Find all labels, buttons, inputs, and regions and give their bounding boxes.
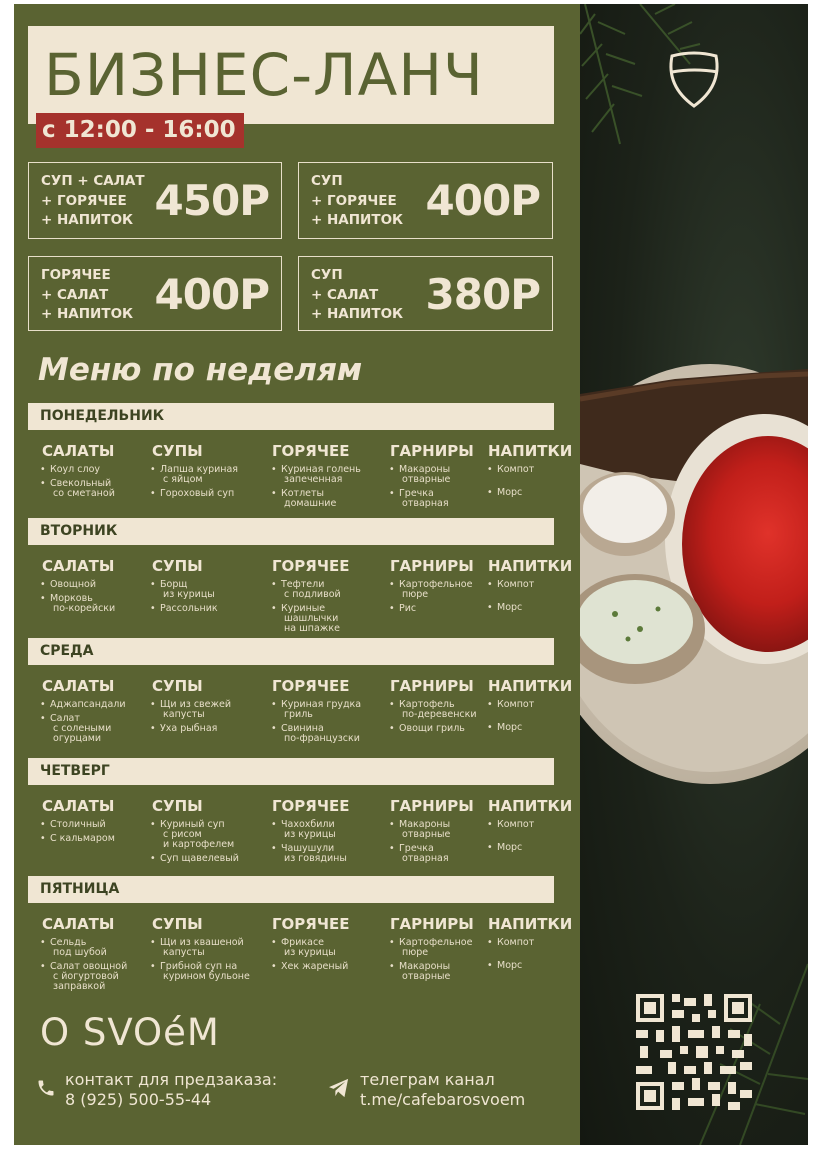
category-label: СУПЫ xyxy=(152,797,203,815)
bullet-icon: • xyxy=(40,713,46,724)
menu-item-text: Аджапсандали xyxy=(50,699,126,710)
bullet-icon: • xyxy=(389,603,395,614)
bullet-icon: • xyxy=(487,960,493,971)
page-title: БИЗНЕС-ЛАНЧ xyxy=(44,41,484,109)
category-label: ГАРНИРЫ xyxy=(390,915,474,933)
day-name: ПЯТНИЦА xyxy=(40,881,120,897)
bullet-icon: • xyxy=(40,937,46,948)
menu-item-text: Макароны отварные xyxy=(399,464,451,485)
menu-item-text: Куриные шашлычки на шпажке xyxy=(281,603,340,634)
menu-item-text: Морковь по-корейски xyxy=(50,593,116,614)
bullet-icon: • xyxy=(389,937,395,948)
day-name: СРЕДА xyxy=(40,643,94,659)
combo-price: 450Р xyxy=(154,176,269,225)
bullet-icon: • xyxy=(487,579,493,590)
category-label: ГОРЯЧЕЕ xyxy=(272,442,350,460)
time-badge: с 12:00 - 16:00 xyxy=(36,113,244,148)
bullet-icon: • xyxy=(40,819,46,830)
menu-item-text: С кальмаром xyxy=(50,833,115,844)
bullet-icon: • xyxy=(271,464,277,475)
bullet-icon: • xyxy=(271,843,277,854)
telegram-icon xyxy=(328,1078,350,1098)
combo-items: СУП + ГОРЯЧЕЕ + НАПИТОК xyxy=(311,173,404,228)
menu-item-text: Чашушули из говядины xyxy=(281,843,347,864)
bullet-icon: • xyxy=(487,842,493,853)
menu-item-text: Сельдь под шубой xyxy=(50,937,107,958)
menu-item-text: Макароны отварные xyxy=(399,961,451,982)
menu-item-text: Компот xyxy=(497,937,535,948)
category-label: НАПИТКИ xyxy=(488,442,573,460)
bullet-icon: • xyxy=(150,603,156,614)
category-label: ГАРНИРЫ xyxy=(390,677,474,695)
menu-item-text: Суп щавелевый xyxy=(160,853,239,864)
menu-item-text: Картофельное пюре xyxy=(399,579,473,600)
menu-item-text: Морс xyxy=(497,602,523,613)
category-label: САЛАТЫ xyxy=(42,797,115,815)
bullet-icon: • xyxy=(40,593,46,604)
bullet-icon: • xyxy=(271,699,277,710)
day-header xyxy=(28,518,554,545)
bullet-icon: • xyxy=(150,853,156,864)
menu-item-text: Тефтели с подливой xyxy=(281,579,341,600)
category-label: ГАРНИРЫ xyxy=(390,797,474,815)
menu-item-text: Овощной xyxy=(50,579,97,590)
telegram-link[interactable]: t.me/cafebarosvoem xyxy=(360,1090,526,1109)
bullet-icon: • xyxy=(40,579,46,590)
bullet-icon: • xyxy=(389,699,395,710)
menu-item-text: Салат с солеными огурцами xyxy=(50,713,112,744)
bullet-icon: • xyxy=(271,723,277,734)
menu-item-text: Гречка отварная xyxy=(399,488,449,509)
category-label: ГОРЯЧЕЕ xyxy=(272,797,350,815)
category-label: НАПИТКИ xyxy=(488,557,573,575)
day-header xyxy=(28,403,554,430)
menu-item-text: Уха рыбная xyxy=(160,723,218,734)
bullet-icon: • xyxy=(150,488,156,499)
category-label: ГОРЯЧЕЕ xyxy=(272,677,350,695)
combo-box xyxy=(28,256,282,331)
bullet-icon: • xyxy=(487,937,493,948)
brand-logo: O SVOéM xyxy=(40,1011,220,1054)
category-label: САЛАТЫ xyxy=(42,442,115,460)
menu-item-text: Щи из свежей капусты xyxy=(160,699,232,720)
bullet-icon: • xyxy=(389,843,395,854)
category-label: НАПИТКИ xyxy=(488,797,573,815)
glass-logo-icon xyxy=(664,46,724,112)
menu-item-text: Чахохбили из курицы xyxy=(281,819,336,840)
bullet-icon: • xyxy=(271,819,277,830)
combo-price: 400Р xyxy=(154,270,269,319)
bullet-icon: • xyxy=(150,937,156,948)
category-label: ГОРЯЧЕЕ xyxy=(272,557,350,575)
menu-item-text: Свекольный со сметаной xyxy=(50,478,115,499)
menu-item-text: Морс xyxy=(497,722,523,733)
category-label: ГАРНИРЫ xyxy=(390,557,474,575)
bullet-icon: • xyxy=(150,699,156,710)
combo-box xyxy=(298,162,553,239)
bullet-icon: • xyxy=(150,961,156,972)
menu-item-text: Морс xyxy=(497,842,523,853)
menu-item-text: Морс xyxy=(497,487,523,498)
category-label: ГАРНИРЫ xyxy=(390,442,474,460)
bullet-icon: • xyxy=(487,602,493,613)
menu-item-text: Лапша куриная с яйцом xyxy=(160,464,239,485)
combo-items: СУП + САЛАТ + НАПИТОК xyxy=(311,267,404,322)
bullet-icon: • xyxy=(487,464,493,475)
weekly-menu-title: Меню по неделям xyxy=(38,352,363,388)
combo-box xyxy=(298,256,553,331)
bullet-icon: • xyxy=(150,579,156,590)
contact-label: контакт для предзаказа: xyxy=(65,1070,278,1089)
category-label: САЛАТЫ xyxy=(42,557,115,575)
menu-item-text: Компот xyxy=(497,464,535,475)
menu-item-text: Овощи гриль xyxy=(399,723,465,734)
bullet-icon: • xyxy=(271,488,277,499)
menu-item-text: Компот xyxy=(497,819,535,830)
day-header xyxy=(28,758,554,785)
combo-price: 400Р xyxy=(425,176,540,225)
bullet-icon: • xyxy=(40,478,46,489)
bullet-icon: • xyxy=(389,723,395,734)
telegram-label: телеграм канал xyxy=(360,1070,495,1089)
food-illustration xyxy=(580,4,808,1145)
category-label: САЛАТЫ xyxy=(42,915,115,933)
menu-item-text: Куриная голень запеченная xyxy=(281,464,361,485)
day-header xyxy=(28,638,554,665)
menu-item-text: Макароны отварные xyxy=(399,819,451,840)
bullet-icon: • xyxy=(40,464,46,475)
bullet-icon: • xyxy=(40,833,46,844)
bullet-icon: • xyxy=(150,723,156,734)
bullet-icon: • xyxy=(487,819,493,830)
bullet-icon: • xyxy=(271,579,277,590)
menu-item-text: Гороховый суп xyxy=(160,488,235,499)
bullet-icon: • xyxy=(389,579,395,590)
category-label: СУПЫ xyxy=(152,442,203,460)
bullet-icon: • xyxy=(389,819,395,830)
menu-item-text: Хек жареный xyxy=(281,961,349,972)
menu-item-text: Куриная грудка гриль xyxy=(281,699,362,720)
menu-item-text: Рис xyxy=(399,603,417,614)
menu-item-text: Компот xyxy=(497,579,535,590)
menu-item-text: Щи из квашеной капусты xyxy=(160,937,244,958)
category-label: СУПЫ xyxy=(152,677,203,695)
bullet-icon: • xyxy=(271,961,277,972)
category-label: ГОРЯЧЕЕ xyxy=(272,915,350,933)
bullet-icon: • xyxy=(150,819,156,830)
bullet-icon: • xyxy=(40,961,46,972)
menu-item-text: Куриный суп с рисом и картофелем xyxy=(160,819,235,850)
menu-item-text: Гречка отварная xyxy=(399,843,449,864)
day-name: ВТОРНИК xyxy=(40,523,118,539)
bullet-icon: • xyxy=(271,937,277,948)
category-label: НАПИТКИ xyxy=(488,677,573,695)
menu-item-text: Котлеты домашние xyxy=(281,488,337,509)
bullet-icon: • xyxy=(389,464,395,475)
bullet-icon: • xyxy=(389,488,395,499)
bullet-icon: • xyxy=(487,722,493,733)
menu-item-text: Борщ из курицы xyxy=(160,579,215,600)
day-name: ЧЕТВЕРГ xyxy=(40,763,110,779)
bullet-icon: • xyxy=(389,961,395,972)
menu-item-text: Картофель по-деревенски xyxy=(399,699,477,720)
day-name: ПОНЕДЕЛЬНИК xyxy=(40,408,165,424)
food-photo xyxy=(580,4,808,1145)
combo-box xyxy=(28,162,282,239)
category-label: СУПЫ xyxy=(152,915,203,933)
menu-item-text: Столичный xyxy=(50,819,106,830)
menu-item-text: Рассольник xyxy=(160,603,218,614)
menu-item-text: Фрикасе из курицы xyxy=(281,937,336,958)
menu-item-text: Картофельное пюре xyxy=(399,937,473,958)
combo-items: СУП + САЛАТ + ГОРЯЧЕЕ + НАПИТОК xyxy=(41,173,145,228)
menu-item-text: Компот xyxy=(497,699,535,710)
category-label: САЛАТЫ xyxy=(42,677,115,695)
category-label: СУПЫ xyxy=(152,557,203,575)
bullet-icon: • xyxy=(487,699,493,710)
combo-price: 380Р xyxy=(425,270,540,319)
menu-item-text: Морс xyxy=(497,960,523,971)
bullet-icon: • xyxy=(487,487,493,498)
menu-item-text: Коул слоу xyxy=(50,464,101,475)
menu-item-text: Грибной суп на курином бульоне xyxy=(160,961,250,982)
qr-code xyxy=(636,994,752,1110)
contact-phone[interactable]: 8 (925) 500-55-44 xyxy=(65,1090,212,1109)
bullet-icon: • xyxy=(150,464,156,475)
menu-item-text: Салат овощной с йогуртовой заправкой xyxy=(50,961,128,992)
menu-item-text: Свинина по-французски xyxy=(281,723,360,744)
phone-icon xyxy=(36,1078,56,1098)
bullet-icon: • xyxy=(40,699,46,710)
category-label: НАПИТКИ xyxy=(488,915,573,933)
combo-items: ГОРЯЧЕЕ + САЛАТ + НАПИТОК xyxy=(41,267,134,322)
bullet-icon: • xyxy=(271,603,277,614)
day-header xyxy=(28,876,554,903)
